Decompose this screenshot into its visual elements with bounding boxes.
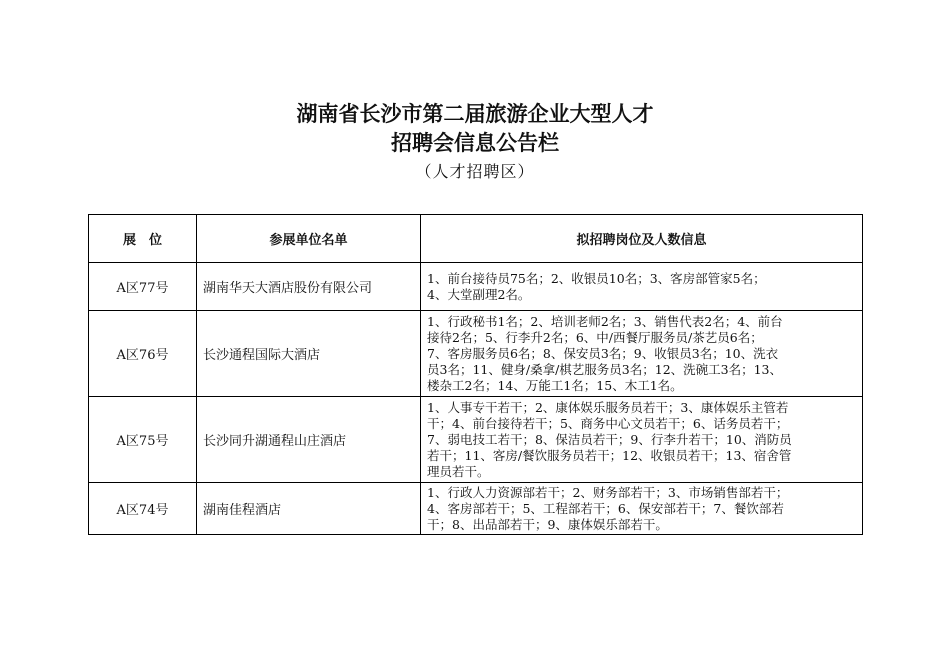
job-line: 接待2名；5、行李升2名；6、中/西餐厅服务员/茶艺员6名； bbox=[427, 330, 763, 345]
header-booth: 展 位 bbox=[89, 215, 197, 263]
table-row bbox=[89, 263, 863, 311]
jobs-cell bbox=[421, 483, 863, 535]
job-line: 若干；11、客房/餐饮服务员若干；12、收银员若干；13、宿舍管 bbox=[427, 448, 792, 463]
company-cell: 湖南华天大酒店股份有限公司 bbox=[197, 263, 421, 311]
header-jobs: 拟招聘岗位及人数信息 bbox=[421, 215, 863, 263]
company-cell: 长沙同升湖通程山庄酒店 bbox=[197, 397, 421, 483]
jobs-cell bbox=[421, 397, 863, 483]
table-row bbox=[89, 483, 863, 535]
job-line: 4、客房部若干；5、工程部若干；6、保安部若干；7、餐饮部若 bbox=[427, 501, 784, 516]
booth-cell: A区74号 bbox=[89, 483, 197, 535]
table-row bbox=[89, 397, 863, 483]
company-cell: 湖南佳程酒店 bbox=[197, 483, 421, 535]
job-line: 1、行政秘书1名；2、培训老师2名；3、销售代表2名；4、前台 bbox=[427, 314, 783, 329]
company-cell: 长沙通程国际大酒店 bbox=[197, 311, 421, 397]
job-line: 干；4、前台接待若干；5、商务中心文员若干；6、话务员若干； bbox=[427, 416, 789, 431]
job-line: 1、行政人力资源部若干；2、财务部若干；3、市场销售部若干； bbox=[427, 485, 789, 500]
booth-cell: A区76号 bbox=[89, 311, 197, 397]
job-line: 干；8、出品部若干；9、康体娱乐部若干。 bbox=[427, 517, 668, 532]
job-line: 1、人事专干若干；2、康体娱乐服务员若干；3、康体娱乐主管若 bbox=[427, 400, 789, 415]
job-line: 4、大堂副理2名。 bbox=[427, 287, 531, 302]
job-line: 员3名；11、健身/桑拿/棋艺服务员3名；12、洗碗工3名；13、 bbox=[427, 362, 782, 377]
header-company: 参展单位名单 bbox=[197, 215, 421, 263]
job-line: 7、客房服务员6名；8、保安员3名；9、收银员3名；10、洗衣 bbox=[427, 346, 779, 361]
recruitment-table bbox=[88, 214, 863, 535]
job-line: 7、弱电技工若干；8、保洁员若干；9、行李升若干；10、消防员 bbox=[427, 432, 792, 447]
job-line: 1、前台接待员75名；2、收银员10名；3、客房部管家5名； bbox=[427, 271, 766, 286]
document-title-line1: 湖南省长沙市第二届旅游企业大型人才 bbox=[296, 102, 654, 126]
booth-cell: A区75号 bbox=[89, 397, 197, 483]
booth-cell: A区77号 bbox=[89, 263, 197, 311]
jobs-cell bbox=[421, 311, 863, 397]
job-line: 理员若干。 bbox=[427, 464, 490, 479]
job-line: 楼杂工2名；14、万能工1名；15、木工1名。 bbox=[427, 378, 683, 393]
jobs-cell bbox=[421, 263, 863, 311]
document-subtitle: （人才招聘区） bbox=[415, 162, 535, 181]
table-header-row bbox=[89, 215, 863, 263]
table-row bbox=[89, 311, 863, 397]
document-title-line2: 招聘会信息公告栏 bbox=[391, 131, 559, 155]
